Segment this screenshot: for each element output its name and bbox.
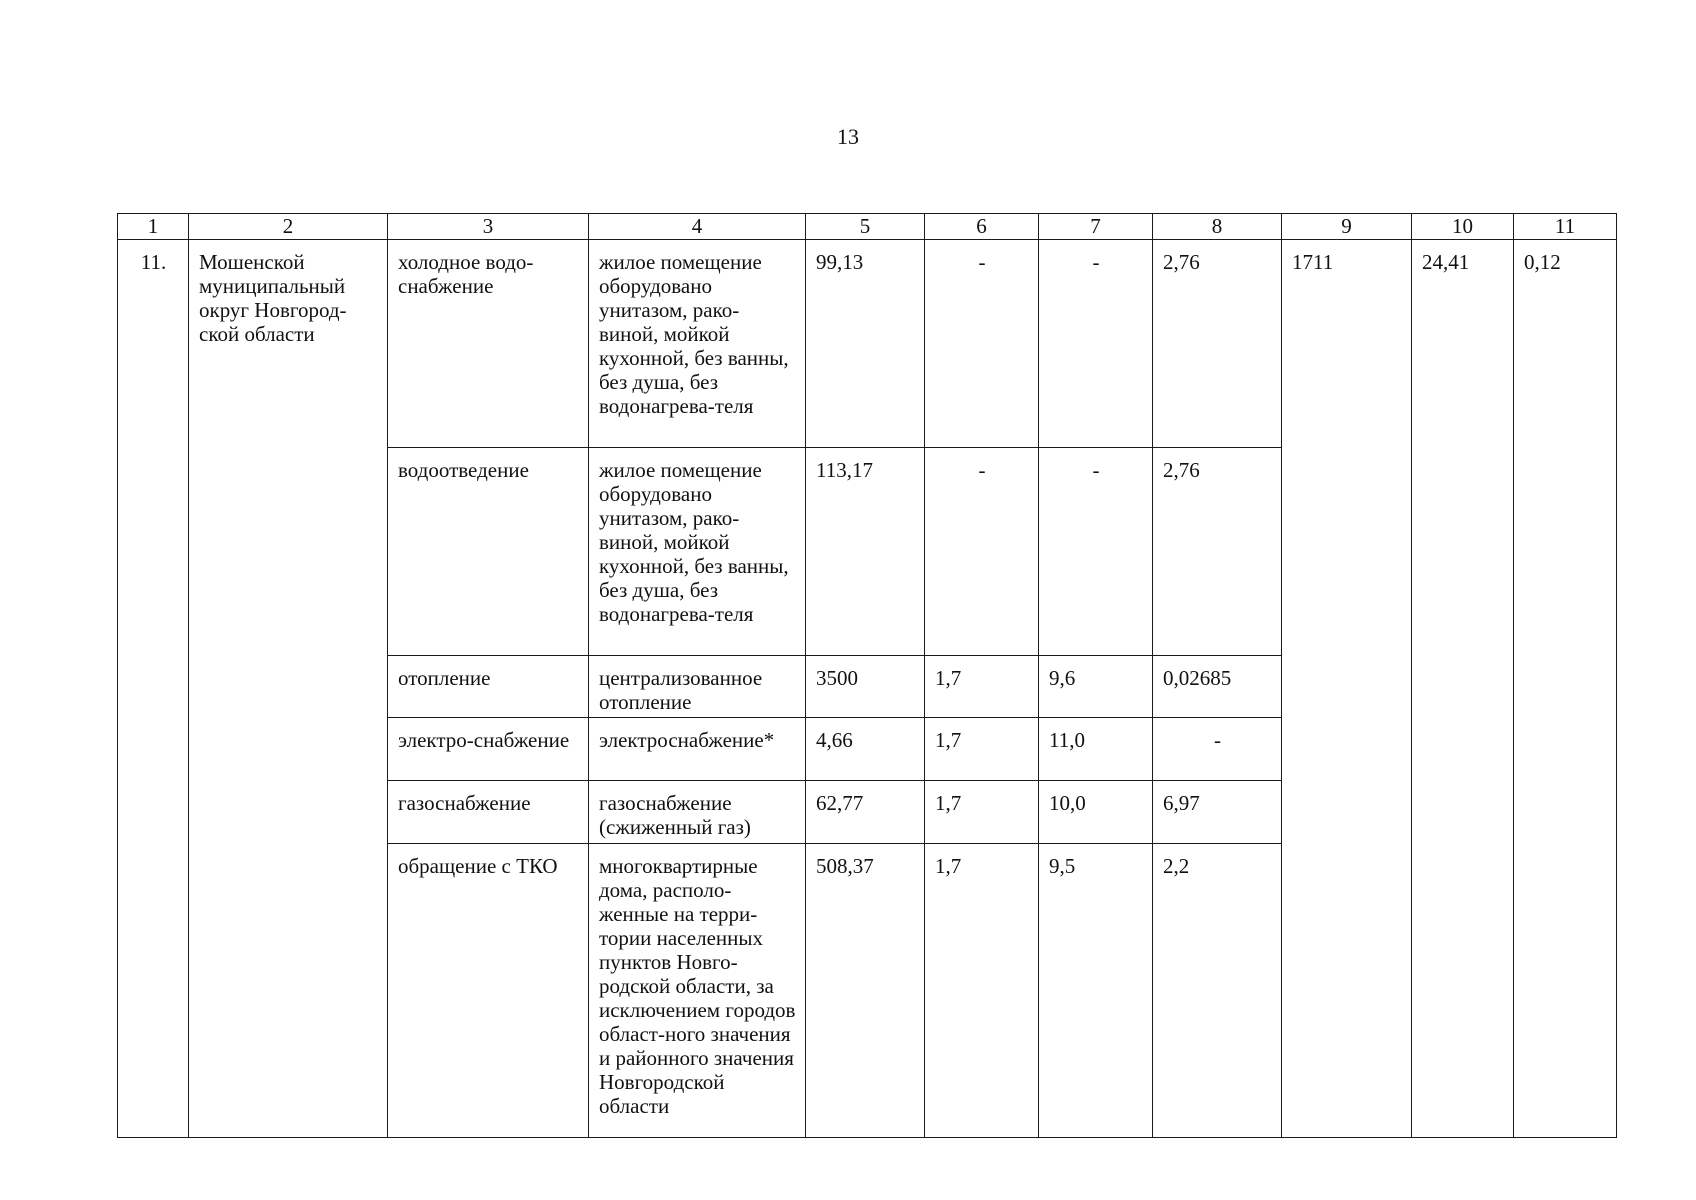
column-header: 7	[1039, 214, 1153, 240]
column-number-row	[118, 214, 1617, 240]
service-description: жилое помещение оборудовано унитазом, рако-виной, мойкой кухонной, без ванны, без душа, без водонагрева-теля	[589, 448, 806, 656]
column-header: 3	[388, 214, 589, 240]
cell-col5: 3500	[806, 656, 925, 718]
service-name: водоотведение	[388, 448, 589, 656]
cell-col7: -	[1039, 240, 1153, 448]
cell-col8: 0,02685	[1153, 656, 1282, 718]
cell-col7: -	[1039, 448, 1153, 656]
column-header: 4	[589, 214, 806, 240]
cell-col9: 1711	[1282, 240, 1412, 1138]
cell-col6: -	[925, 240, 1039, 448]
cell-col8: 6,97	[1153, 781, 1282, 844]
service-description: электроснабжение*	[589, 718, 806, 781]
cell-col7: 11,0	[1039, 718, 1153, 781]
cell-col8: -	[1153, 718, 1282, 781]
cell-col7: 10,0	[1039, 781, 1153, 844]
column-header: 2	[189, 214, 388, 240]
service-name: электро-снабжение	[388, 718, 589, 781]
service-name: газоснабжение	[388, 781, 589, 844]
service-description: жилое помещение оборудовано унитазом, рако-виной, мойкой кухонной, без ванны, без душа, без водонагрева-теля	[589, 240, 806, 448]
column-header: 6	[925, 214, 1039, 240]
tariff-table	[117, 213, 1617, 1138]
service-name: обращение с ТКО	[388, 844, 589, 1138]
service-name: отопление	[388, 656, 589, 718]
table-row	[118, 240, 1617, 448]
column-header: 5	[806, 214, 925, 240]
service-name: холодное водо-снабжение	[388, 240, 589, 448]
column-header: 9	[1282, 214, 1412, 240]
municipality-name: Мошенской муниципальный округ Новгород-ской области	[189, 240, 388, 1138]
record-number: 11.	[118, 240, 189, 1138]
service-description: многоквартирные дома, располо-женные на терри-тории населенных пунктов Новго-родской области, за исключением городов област-ного значения и районного значения Новгородской области	[589, 844, 806, 1138]
cell-col8: 2,2	[1153, 844, 1282, 1138]
service-description: газоснабжение (сжиженный газ)	[589, 781, 806, 844]
cell-col6: 1,7	[925, 656, 1039, 718]
cell-col7: 9,6	[1039, 656, 1153, 718]
column-header: 10	[1412, 214, 1514, 240]
cell-col8: 2,76	[1153, 448, 1282, 656]
cell-col7: 9,5	[1039, 844, 1153, 1138]
cell-col10: 24,41	[1412, 240, 1514, 1138]
cell-col8: 2,76	[1153, 240, 1282, 448]
cell-col6: 1,7	[925, 781, 1039, 844]
column-header: 8	[1153, 214, 1282, 240]
cell-col6: -	[925, 448, 1039, 656]
cell-col6: 1,7	[925, 718, 1039, 781]
cell-col5: 508,37	[806, 844, 925, 1138]
cell-col6: 1,7	[925, 844, 1039, 1138]
service-description: централизованное отопление	[589, 656, 806, 718]
cell-col11: 0,12	[1514, 240, 1617, 1138]
cell-col5: 99,13	[806, 240, 925, 448]
column-header: 1	[118, 214, 189, 240]
column-header: 11	[1514, 214, 1617, 240]
cell-col5: 4,66	[806, 718, 925, 781]
page-number: 13	[837, 124, 859, 149]
cell-col5: 113,17	[806, 448, 925, 656]
cell-col5: 62,77	[806, 781, 925, 844]
